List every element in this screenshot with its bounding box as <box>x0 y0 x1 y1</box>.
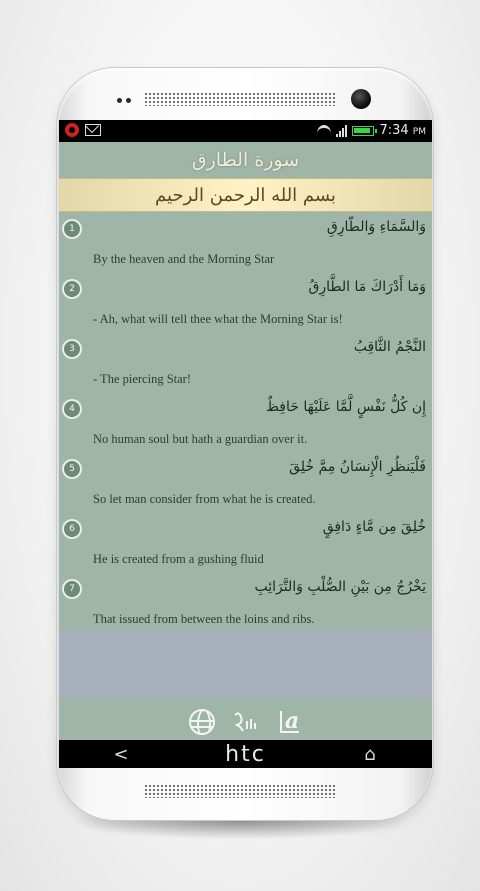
wifi-icon <box>317 125 331 137</box>
status-notifications <box>65 123 101 137</box>
beats-icon <box>65 123 79 137</box>
translation-language-button[interactable] <box>186 708 218 736</box>
font-size-icon <box>280 708 300 734</box>
verse-item[interactable] <box>59 396 432 456</box>
verse-number-badge: 2 <box>62 279 82 299</box>
verse-number-badge: 7 <box>62 579 82 599</box>
screen <box>59 120 432 768</box>
bismillah-banner: بسم الله الرحمن الرحيم <box>59 178 432 212</box>
verse-translation: By the heaven and the Morning Star <box>93 252 275 266</box>
verse-arabic: خُلِقَ مِن مَّاءٍ دَافِقٍ <box>322 519 426 535</box>
verse-number-badge: 4 <box>62 399 82 419</box>
verse-item[interactable] <box>59 216 432 276</box>
back-button[interactable]: < <box>113 743 129 765</box>
verse-translation: He is created from a gushing fluid <box>93 552 264 566</box>
verse-arabic: وَمَا أَدْرَاكَ مَا الطَّارِقُ <box>308 279 426 295</box>
status-bar <box>59 120 432 142</box>
empty-content-area <box>59 630 432 698</box>
navigation-bar <box>59 740 432 768</box>
verse-number-badge: 6 <box>62 519 82 539</box>
verse-item[interactable] <box>59 516 432 576</box>
clock-ampm: PM <box>412 127 426 137</box>
font-size-icon-label: a <box>284 708 300 734</box>
sensor-dot <box>117 98 122 103</box>
verse-translation: That issued from between the loins and ribs. <box>93 612 315 626</box>
verse-number-badge: 1 <box>62 219 82 239</box>
surah-title: سورة الطارق <box>191 149 300 171</box>
signal-icon <box>336 125 347 137</box>
verse-translation: So let man consider from what he is created. <box>93 492 316 506</box>
verse-item[interactable] <box>59 276 432 336</box>
verse-item[interactable] <box>59 456 432 516</box>
verse-translation: - The piercing Star! <box>93 372 191 386</box>
verse-translation: No human soul but hath a guardian over it. <box>93 432 308 446</box>
bottom-toolbar <box>59 704 432 740</box>
sensor-dot <box>126 98 131 103</box>
font-size-button[interactable] <box>274 708 306 736</box>
mail-icon <box>85 124 101 136</box>
verse-arabic: وَالسَّمَاءِ وَالطَّارِقِ <box>326 219 426 235</box>
front-camera <box>351 89 371 109</box>
verse-arabic: النَّجْمُ الثَّاقِبُ <box>353 339 426 355</box>
verse-number-badge: 5 <box>62 459 82 479</box>
verse-translation: - Ah, what will tell thee what the Morning Star is! <box>93 312 343 326</box>
globe-icon <box>189 709 215 735</box>
recitation-icon <box>231 709 261 735</box>
status-system <box>317 123 426 138</box>
verse-item[interactable] <box>59 576 432 630</box>
verse-arabic: إِن كُلُّ نَفْسٍ لَّمَّا عَلَيْهَا حَافِظٌ <box>266 399 426 415</box>
phone-body <box>57 68 433 820</box>
clock-time: 7:34 <box>379 123 409 138</box>
verse-arabic: فَلْيَنظُرِ الْإِنسَانُ مِمَّ خُلِقَ <box>289 459 426 475</box>
clock <box>379 123 426 138</box>
verse-item[interactable] <box>59 336 432 396</box>
bottom-speaker-grille <box>144 784 336 798</box>
verse-list[interactable] <box>59 216 432 630</box>
htc-logo: htc <box>225 741 266 767</box>
quran-reader <box>59 142 432 704</box>
home-button[interactable]: ⌂ <box>364 743 376 765</box>
verse-arabic: يَخْرُجُ مِن بَيْنِ الصُّلْبِ وَالتَّرَائِبِ <box>254 579 426 595</box>
verse-number-badge: 3 <box>62 339 82 359</box>
battery-icon <box>352 126 374 136</box>
recitation-button[interactable] <box>230 708 262 736</box>
top-speaker-grille <box>144 92 336 106</box>
